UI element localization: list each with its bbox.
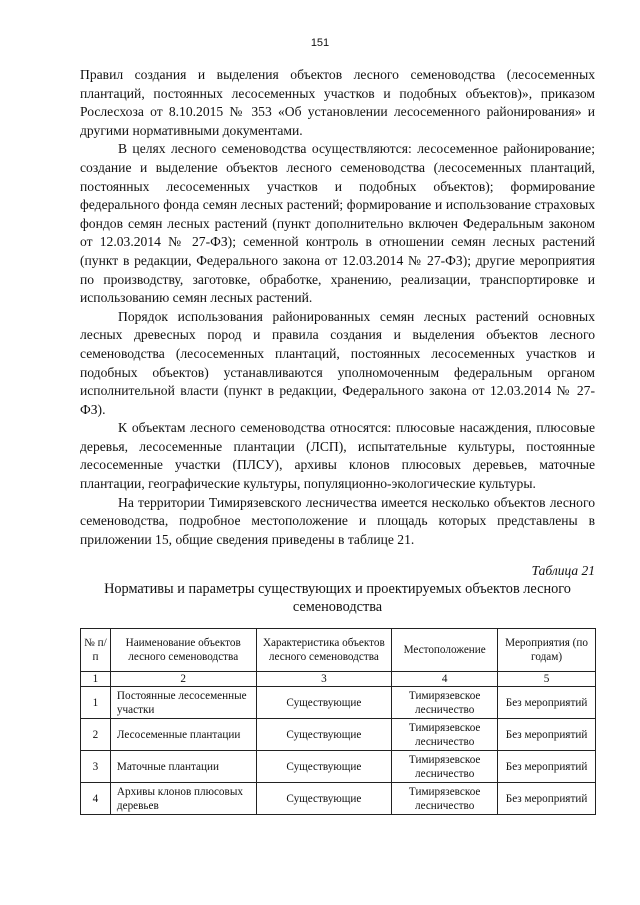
table-cell: Существующие bbox=[256, 687, 392, 719]
paragraph: На территории Тимирязевского лесничества имеется несколько объектов лесного семеноводства, подробное местоположение и площадь которых представлены в приложении 15, общие сведения приведены в таблице 21. bbox=[80, 494, 595, 547]
column-header: № п/п bbox=[81, 629, 111, 672]
column-header: Местоположение bbox=[392, 629, 498, 672]
page-number: 151 bbox=[310, 37, 330, 49]
column-number: 3 bbox=[256, 672, 392, 687]
table-cell: Без мероприятий bbox=[498, 687, 596, 719]
table-cell: Тимирязевское лесничество bbox=[392, 719, 498, 751]
table-cell: Архивы клонов плюсовых деревьев bbox=[110, 783, 256, 815]
paragraph: К объектам лесного семеноводства относятся: плюсовые насаждения, плюсовые деревья, лесосеменные плантации (ЛСП), испытательные культуры, постоянные лесосеменные участки (ПЛСУ), архивы клонов плюсовых деревьев, маточные плантации, географические культуры, популяционно-экологические культуры. bbox=[80, 420, 595, 492]
table-cell: 3 bbox=[81, 751, 111, 783]
table-cell: Существующие bbox=[256, 751, 392, 783]
table-cell: Существующие bbox=[256, 719, 392, 751]
column-header: Характеристика объектов лесного семеноводства bbox=[256, 629, 392, 672]
paragraph: В целях лесного семеноводства осуществляются: лесосеменное районирование; создание и выделение объектов лесного семеноводства (лесосеменных плантаций, постоянных лесосеменных участков и подобных объектов); формирование федерального фонда семян лесных растений; формирование и использование страховых фондов семян лесных растений (пункт дополнительно включен Федеральным законом от 12.03.2014 № 27-ФЗ); семенной контроль в отношении семян лесных растений (пункт в редакции, Федерального закона от 12.03.2014 № 27-ФЗ); другие мероприятия по производству, заготовке, обработке, хранению, реализации, транспортировке и использованию семян лесных растений. bbox=[80, 141, 595, 306]
table-cell: 2 bbox=[81, 719, 111, 751]
table-label: Таблица 21 bbox=[531, 563, 595, 578]
table-cell: Тимирязевское лесничество bbox=[392, 783, 498, 815]
table-row bbox=[81, 719, 596, 751]
table-cell: Лесосеменные плантации bbox=[110, 719, 256, 751]
column-number: 1 bbox=[81, 672, 111, 687]
paragraph: Порядок использования районированных семян лесных растений основных лесных древесных пород и правила создания и выделения объектов лесного семеноводства (лесосеменных плантаций, постоянных лесосеменных участков и подобных объектов) устанавливаются уполномоченным федеральным органом исполнительной власти (пункт в редакции, Федерального закона от 12.03.2014 № 27-ФЗ). bbox=[80, 308, 595, 417]
table-title: Нормативы и параметры существующих и проектируемых объектов лесного семеноводства bbox=[104, 581, 571, 615]
table-cell: Без мероприятий bbox=[498, 751, 596, 783]
table-cell: Существующие bbox=[256, 783, 392, 815]
body-text bbox=[80, 66, 595, 549]
table-row bbox=[81, 783, 596, 815]
table-cell: Постоянные лесосеменные участки bbox=[110, 687, 256, 719]
column-number-row bbox=[81, 672, 596, 687]
paragraph: Правил создания и выделения объектов лесного семеноводства (лесосеменных плантаций, постоянных лесосеменных участков и подобных объектов)», приказом Рослесхоза от 8.10.2015 № 353 «Об установлении лесосеменного районирования» и другими нормативными документами. bbox=[80, 67, 595, 138]
table-cell: Без мероприятий bbox=[498, 783, 596, 815]
data-table bbox=[80, 628, 596, 815]
column-number: 2 bbox=[110, 672, 256, 687]
column-header: Наименование объектов лесного семеноводства bbox=[110, 629, 256, 672]
table-row bbox=[81, 687, 596, 719]
table-cell: 1 bbox=[81, 687, 111, 719]
table-row bbox=[81, 751, 596, 783]
table-cell: 4 bbox=[81, 783, 111, 815]
table-cell: Без мероприятий bbox=[498, 719, 596, 751]
column-number: 5 bbox=[498, 672, 596, 687]
table-cell: Тимирязевское лесничество bbox=[392, 751, 498, 783]
table-cell: Маточные плантации bbox=[110, 751, 256, 783]
column-header: Мероприятия (по годам) bbox=[498, 629, 596, 672]
table-cell: Тимирязевское лесничество bbox=[392, 687, 498, 719]
column-number: 4 bbox=[392, 672, 498, 687]
table-header-row bbox=[81, 629, 596, 672]
